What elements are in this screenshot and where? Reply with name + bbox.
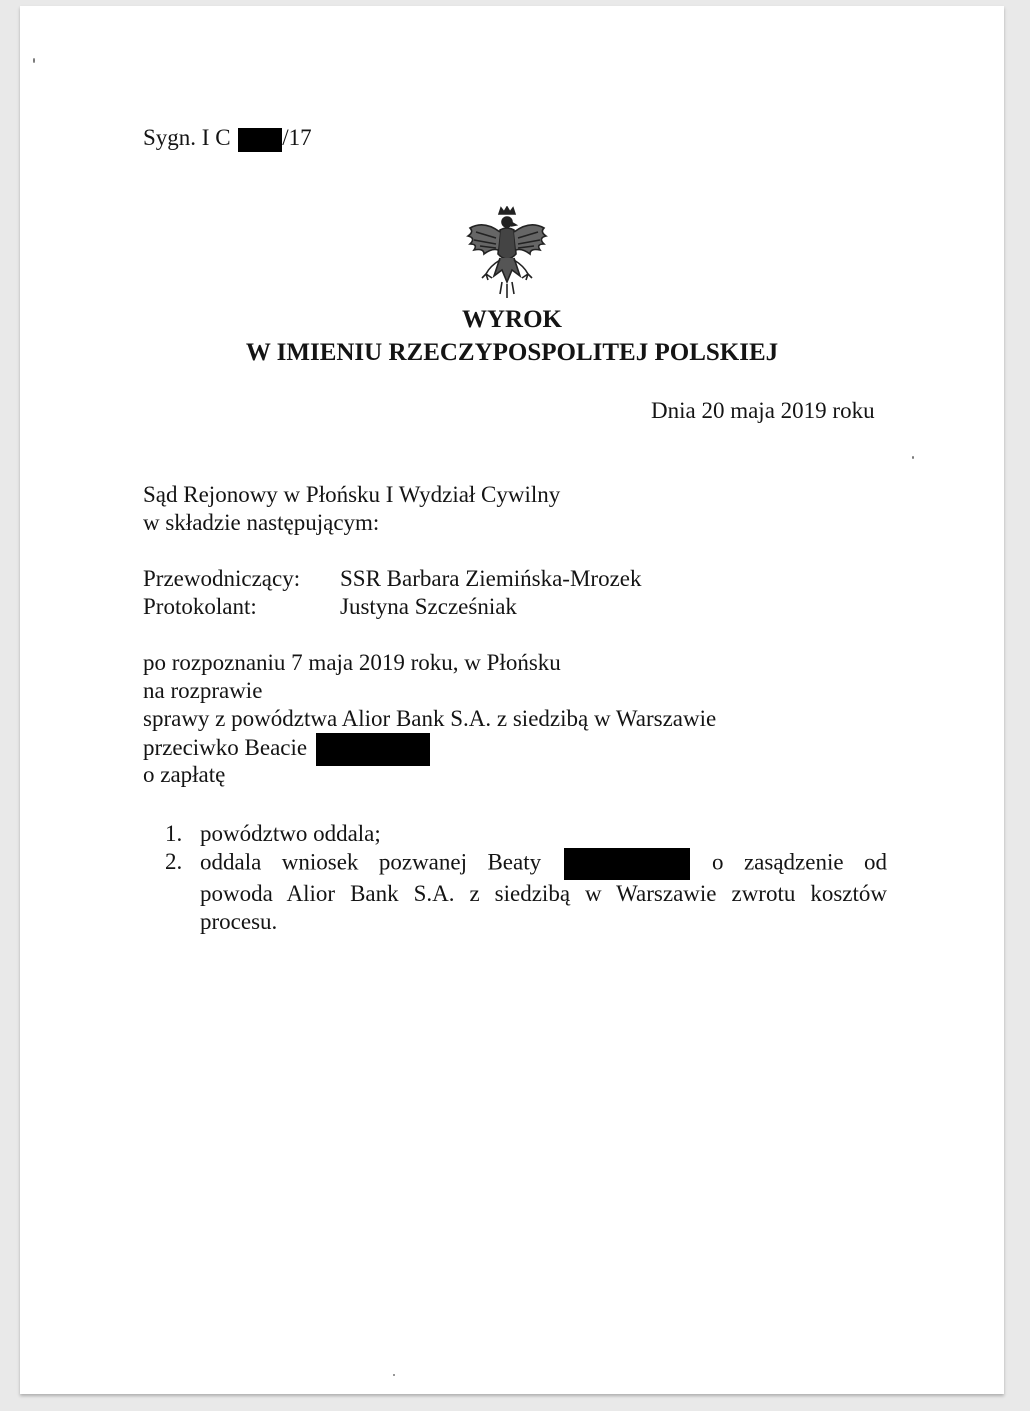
judgment-date: Dnia 20 maja 2019 roku — [651, 398, 875, 423]
scan-speck — [912, 456, 914, 459]
case-hearing-type: na rozprawie — [143, 678, 263, 703]
ruling-text-line: procesu. — [200, 909, 278, 934]
composition-row — [143, 565, 641, 593]
composition-row — [143, 593, 517, 621]
case-plaintiff-line: sprawy z powództwa Alior Bank S.A. z siedzibą w Warszawie — [143, 706, 717, 731]
ruling-list — [165, 820, 887, 936]
document-title: WYROK — [462, 306, 562, 333]
ruling-text-after: o zasądzenie od — [712, 849, 887, 875]
ruling-text-line — [200, 848, 887, 880]
scan-speck — [33, 58, 35, 63]
court-composition-intro: w składzie następującym: — [143, 510, 380, 535]
polish-eagle-emblem-icon — [464, 206, 550, 300]
signature-suffix: /17 — [282, 125, 312, 150]
ruling-text: powództwo oddala; — [200, 821, 381, 846]
document-subtitle: W IMIENIU RZECZYPOSPOLITEJ POLSKIEJ — [245, 339, 779, 366]
case-hearing-line: po rozpoznaniu 7 maja 2019 roku, w Płońsku — [143, 650, 561, 675]
redaction-block — [316, 733, 430, 766]
signature-prefix: Sygn. I C — [143, 125, 231, 150]
case-signature — [143, 124, 312, 152]
composition-role: Przewodniczący: — [143, 566, 301, 591]
scan-speck — [393, 1374, 395, 1376]
case-defendant-prefix: przeciwko Beacie — [143, 734, 308, 760]
ruling-text-line: powoda Alior Bank S.A. z siedzibą w Warszawie zwrotu kosztów — [200, 881, 887, 906]
composition-role: Protokolant: — [143, 594, 257, 619]
case-subject-line: o zapłatę — [143, 762, 226, 787]
ruling-number: 2. — [165, 849, 183, 874]
ruling-item — [165, 848, 887, 936]
ruling-number: 1. — [165, 821, 183, 846]
court-name: Sąd Rejonowy w Płońsku I Wydział Cywilny — [143, 482, 561, 507]
ruling-item — [165, 820, 887, 848]
ruling-text-before: oddala wniosek pozwanej Beaty — [200, 849, 542, 875]
redaction-block — [564, 848, 690, 880]
redaction-block — [238, 128, 282, 152]
composition-name: Justyna Szcześniak — [340, 594, 517, 619]
document-page — [20, 6, 1004, 1394]
composition-name: SSR Barbara Ziemińska-Mrozek — [340, 566, 642, 591]
